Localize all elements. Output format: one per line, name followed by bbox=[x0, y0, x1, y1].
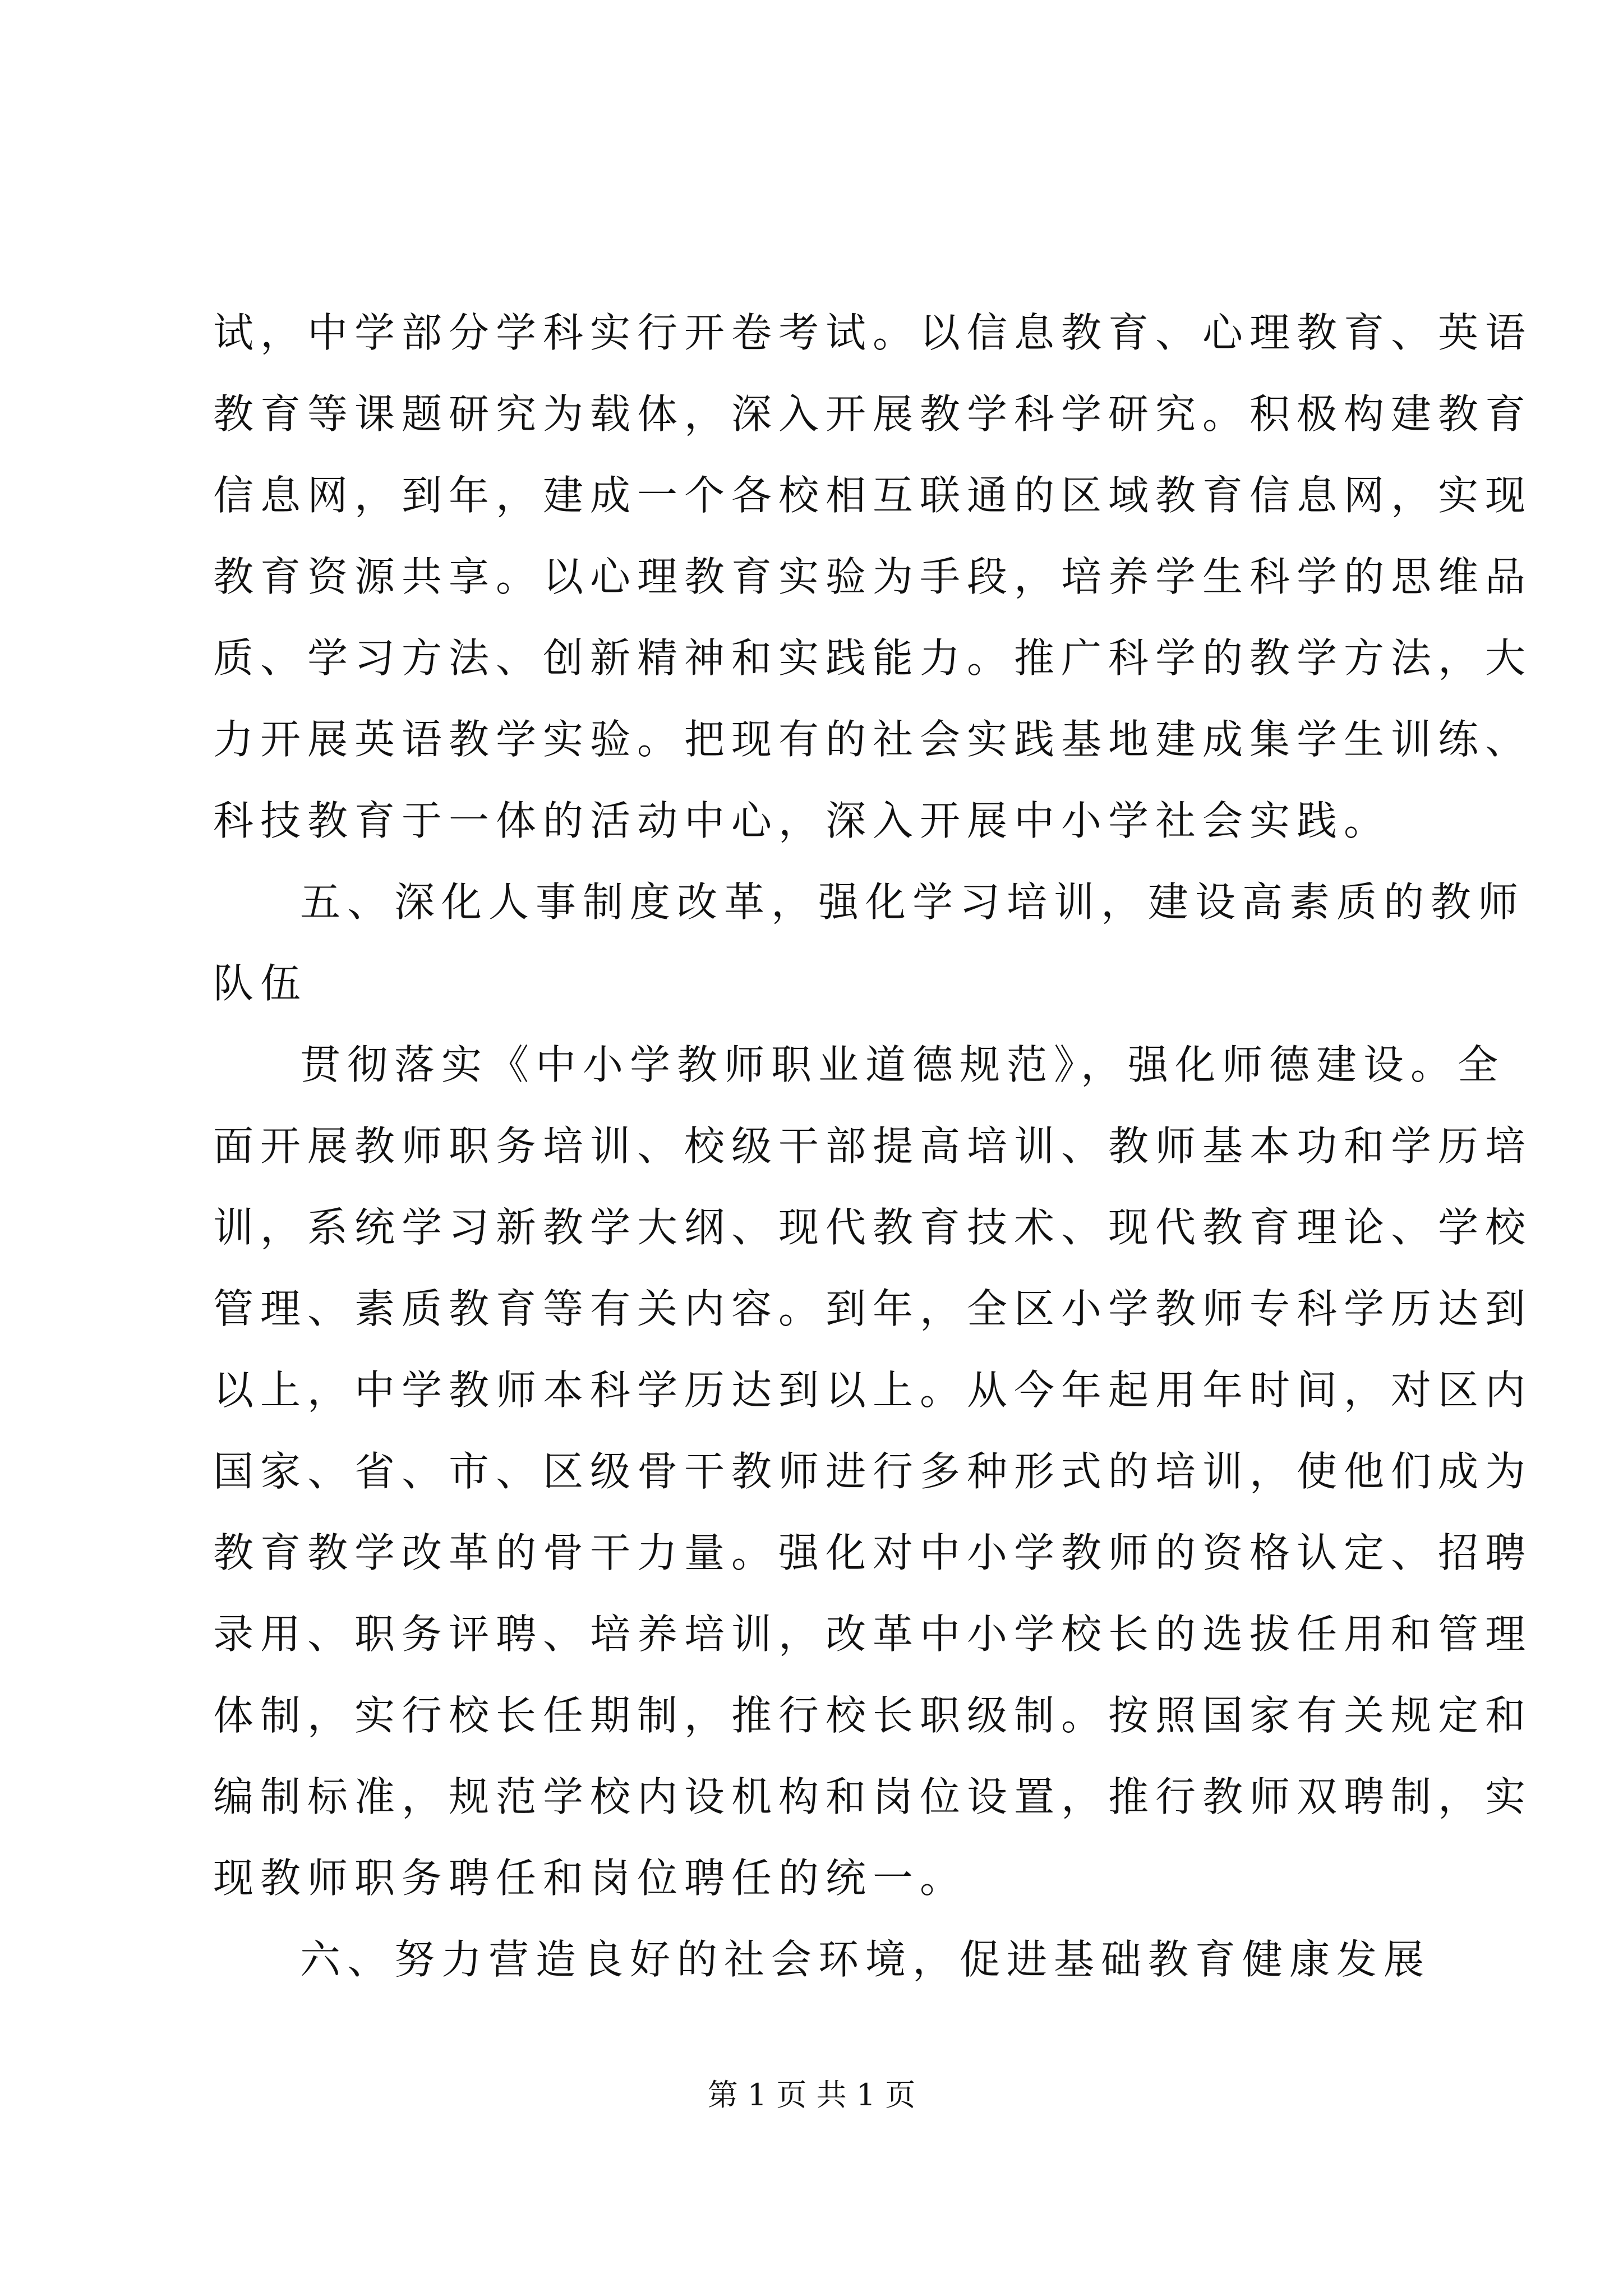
page-footer: 第 1 页 共 1 页 bbox=[707, 2077, 916, 2113]
body-line: 面开展教师职务培训、校级干部提高培训、教师基本功和学历培 bbox=[213, 1122, 1533, 1170]
body-line: 以上，中学教师本科学历达到以上。从今年起用年时间，对区内 bbox=[213, 1366, 1533, 1414]
body-line: 教育等课题研究为载体，深入开展教学科学研究。积极构建教育 bbox=[213, 390, 1533, 438]
body-line: 力开展英语教学实验。把现有的社会实践基地建成集学生训练、 bbox=[213, 716, 1533, 763]
body-line: 教育教学改革的骨干力量。强化对中小学教师的资格认定、招聘 bbox=[213, 1529, 1533, 1576]
body-line: 训，系统学习新教学大纲、现代教育技术、现代教育理论、学校 bbox=[213, 1204, 1533, 1251]
section-heading-continuation: 队伍 bbox=[213, 960, 308, 1007]
body-line: 编制标准，规范学校内设机构和岗位设置，推行教师双聘制，实 bbox=[213, 1773, 1533, 1820]
body-line: 管理、素质教育等有关内容。到年，全区小学教师专科学历达到 bbox=[213, 1285, 1533, 1332]
body-line: 国家、省、市、区级骨干教师进行多种形式的培训，使他们成为 bbox=[213, 1448, 1533, 1495]
section-heading: 五、深化人事制度改革，强化学习培训，建设高素质的教师 bbox=[300, 878, 1525, 926]
body-line: 信息网，到年，建成一个各校相互联通的区域教育信息网，实现 bbox=[213, 472, 1533, 519]
body-line: 教育资源共享。以心理教育实验为手段，培养学生科学的思维品 bbox=[213, 553, 1533, 600]
body-line: 质、学习方法、创新精神和实践能力。推广科学的教学方法，大 bbox=[213, 634, 1533, 682]
body-line: 录用、职务评聘、培养培训，改革中小学校长的选拔任用和管理 bbox=[213, 1611, 1533, 1658]
body-line: 贯彻落实《中小学教师职业道德规范》，强化师德建设。全 bbox=[300, 1041, 1505, 1088]
body-line: 体制，实行校长任期制，推行校长职级制。按照国家有关规定和 bbox=[213, 1692, 1533, 1739]
body-line: 现教师职务聘任和岗位聘任的统一。 bbox=[213, 1855, 967, 1902]
body-line: 科技教育于一体的活动中心，深入开展中小学社会实践。 bbox=[213, 797, 1391, 844]
section-heading: 六、努力营造良好的社会环境，促进基础教育健康发展 bbox=[300, 1936, 1431, 1983]
body-line: 试，中学部分学科实行开卷考试。以信息教育、心理教育、英语 bbox=[213, 309, 1533, 356]
